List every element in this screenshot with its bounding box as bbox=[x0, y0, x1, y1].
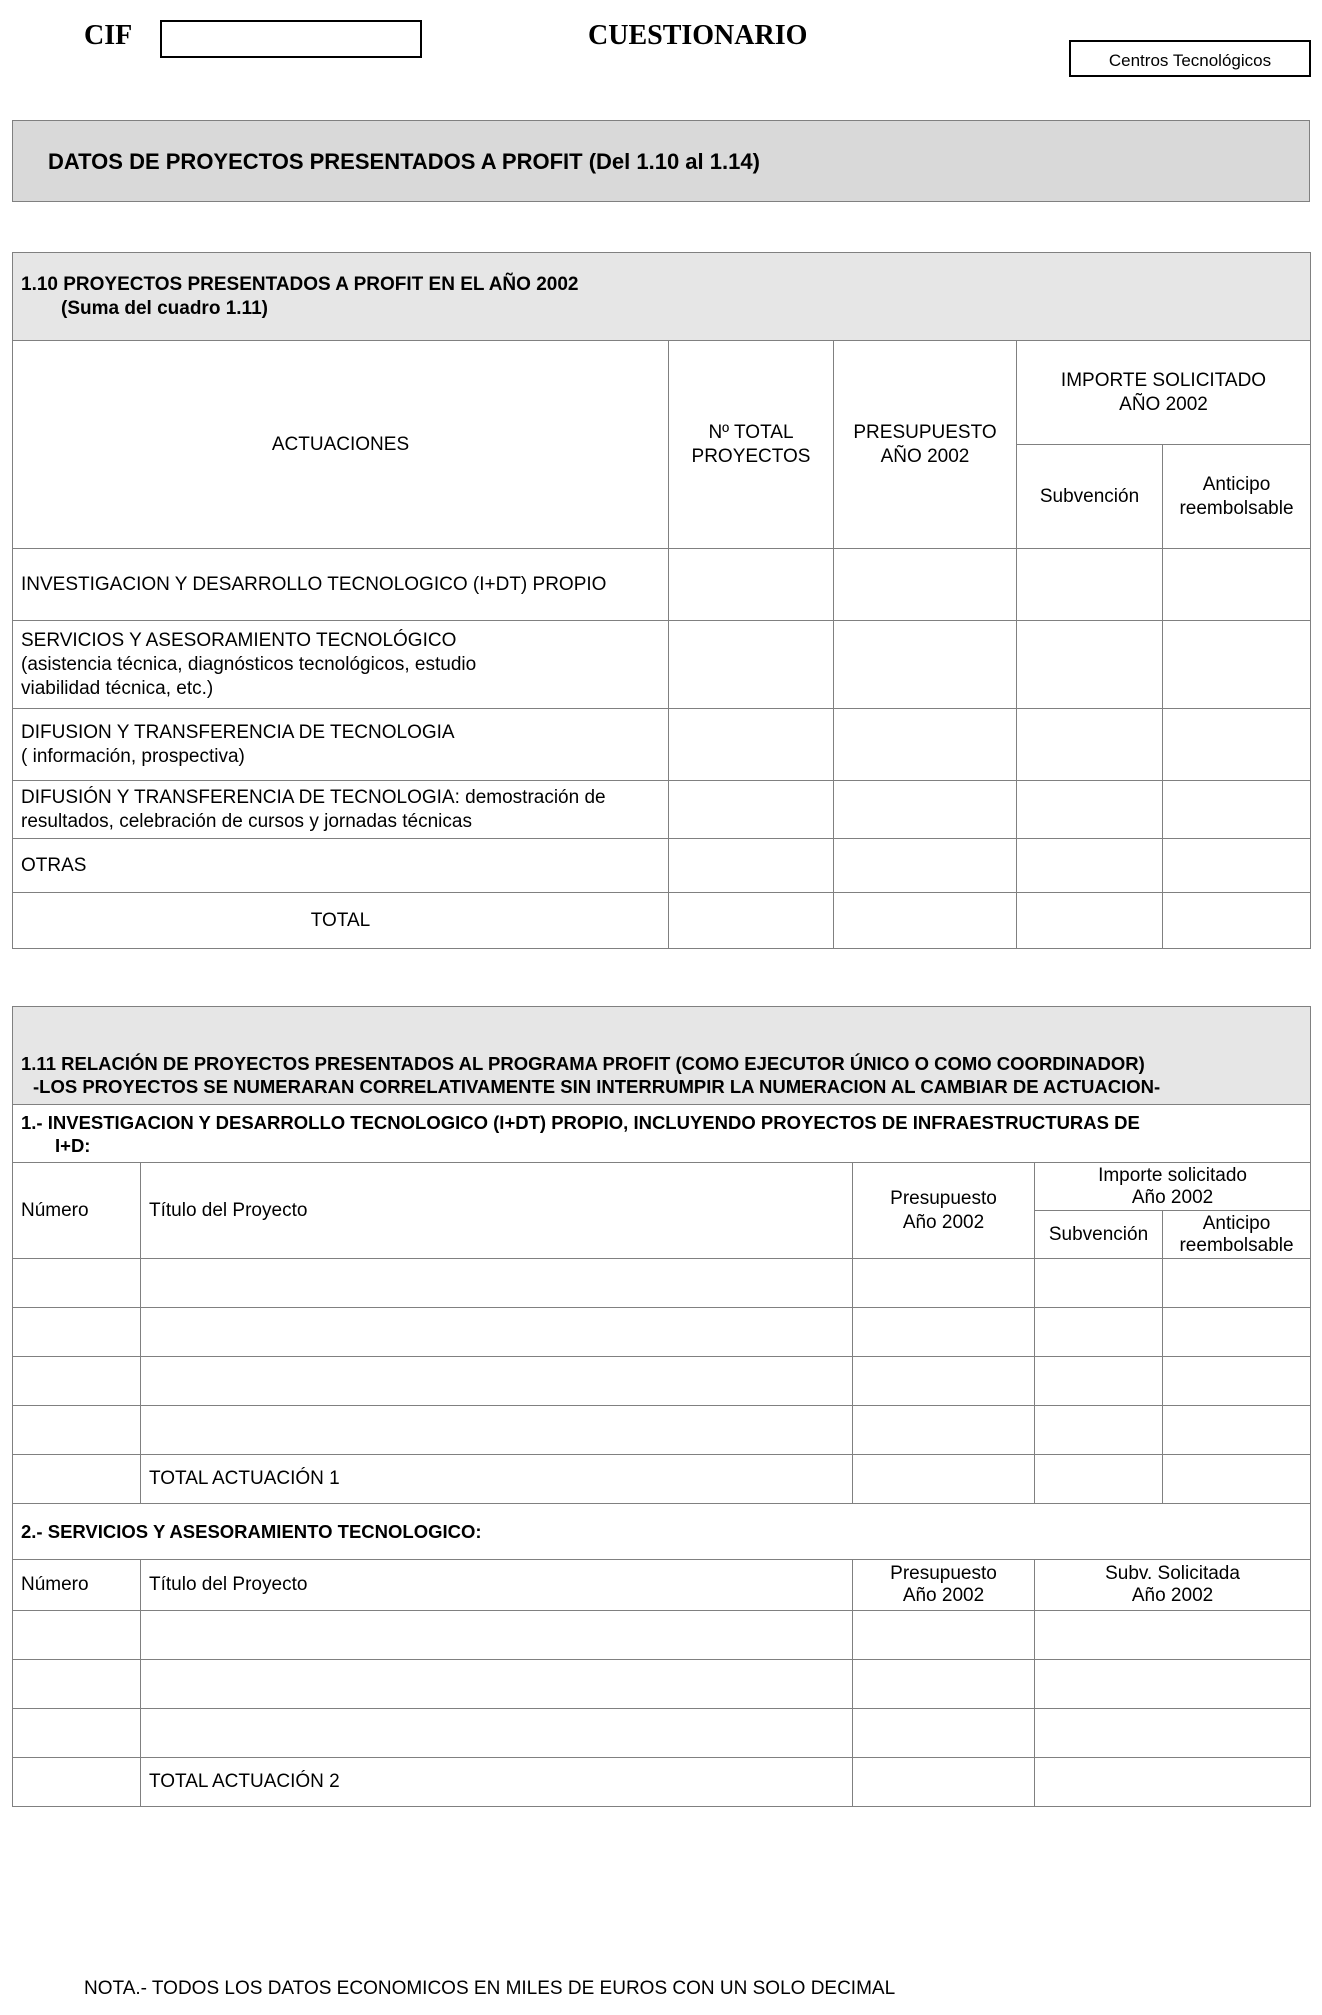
presupuesto-cell[interactable] bbox=[834, 621, 1017, 709]
numero-cell[interactable] bbox=[13, 1357, 141, 1406]
anticipo-cell[interactable] bbox=[1163, 781, 1311, 839]
subvencion-cell[interactable] bbox=[1035, 1308, 1163, 1357]
presupuesto-cell[interactable] bbox=[834, 839, 1017, 893]
presupuesto-cell[interactable] bbox=[853, 1709, 1035, 1758]
subvencion-cell[interactable] bbox=[1017, 839, 1163, 893]
col-numero-header: Número bbox=[13, 1560, 141, 1611]
col-importe-header: Importe solicitado Año 2002 bbox=[1035, 1163, 1311, 1211]
col-total-proyectos-header: Nº TOTAL PROYECTOS bbox=[669, 341, 834, 549]
anticipo-cell[interactable] bbox=[1163, 549, 1311, 621]
titulo-cell[interactable] bbox=[141, 1611, 853, 1660]
actuacion-row-label: SERVICIOS Y ASESORAMIENTO TECNOLÓGICO (asistencia técnica, diagnósticos tecnológicos, estudio viabilidad técnica, etc.) bbox=[13, 621, 669, 709]
section-1-11-title-line1: 1.11 RELACIÓN DE PROYECTOS PRESENTADOS AL PROGRAMA PROFIT (COMO EJECUTOR ÚNICO O COMO COORDINADOR) bbox=[21, 1053, 1145, 1074]
subvencion-cell[interactable] bbox=[1017, 621, 1163, 709]
anticipo-cell[interactable] bbox=[1163, 1259, 1311, 1308]
titulo-cell[interactable] bbox=[141, 1259, 853, 1308]
numero-cell[interactable] bbox=[13, 1611, 141, 1660]
total-row-label: TOTAL bbox=[13, 893, 669, 949]
table-row bbox=[13, 1611, 1311, 1660]
col-presupuesto-header: PRESUPUESTO AÑO 2002 bbox=[834, 341, 1017, 549]
section-1-11-title-line2: -LOS PROYECTOS SE NUMERARAN CORRELATIVAMENTE SIN INTERRUMPIR LA NUMERACION AL CAMBIAR DE ACTUACION- bbox=[33, 1076, 1161, 1097]
numero-cell[interactable] bbox=[13, 1455, 141, 1504]
section-1-11-title bbox=[13, 1007, 1311, 1105]
total-proyectos-cell[interactable] bbox=[669, 839, 834, 893]
table-row bbox=[13, 1259, 1311, 1308]
actuacion-row-label: INVESTIGACION Y DESARROLLO TECNOLOGICO (I+DT) PROPIO bbox=[13, 549, 669, 621]
total-proyectos-cell[interactable] bbox=[669, 549, 834, 621]
col-presupuesto-header: Presupuesto Año 2002 bbox=[853, 1560, 1035, 1611]
subv-solicitada-cell[interactable] bbox=[1035, 1611, 1311, 1660]
table-row bbox=[13, 1660, 1311, 1709]
numero-cell[interactable] bbox=[13, 1308, 141, 1357]
section-1-10-title bbox=[13, 253, 1311, 341]
anticipo-cell[interactable] bbox=[1163, 893, 1311, 949]
page-title: CUESTIONARIO bbox=[588, 20, 808, 51]
subvencion-cell[interactable] bbox=[1035, 1455, 1163, 1504]
anticipo-cell[interactable] bbox=[1163, 839, 1311, 893]
presupuesto-cell[interactable] bbox=[853, 1406, 1035, 1455]
anticipo-cell[interactable] bbox=[1163, 621, 1311, 709]
presupuesto-cell[interactable] bbox=[834, 549, 1017, 621]
col-subv-solicitada-header: Subv. Solicitada Año 2002 bbox=[1035, 1560, 1311, 1611]
presupuesto-cell[interactable] bbox=[853, 1660, 1035, 1709]
col-titulo-header: Título del Proyecto bbox=[141, 1163, 853, 1259]
banner-title: DATOS DE PROYECTOS PRESENTADOS A PROFIT (Del 1.10 al 1.14) bbox=[48, 149, 760, 174]
total-actuacion-1-label: TOTAL ACTUACIÓN 1 bbox=[141, 1455, 853, 1504]
presupuesto-cell[interactable] bbox=[853, 1357, 1035, 1406]
actuacion-1-heading-line1: 1.- INVESTIGACION Y DESARROLLO TECNOLOGICO (I+DT) PROPIO, INCLUYENDO PROYECTOS DE INFRAESTRUCTURAS DE bbox=[21, 1111, 1140, 1133]
subvencion-cell[interactable] bbox=[1035, 1259, 1163, 1308]
actuacion-row-label: DIFUSION Y TRANSFERENCIA DE TECNOLOGIA ( información, prospectiva) bbox=[13, 709, 669, 781]
titulo-cell[interactable] bbox=[141, 1357, 853, 1406]
presupuesto-cell[interactable] bbox=[853, 1455, 1035, 1504]
total-proyectos-cell[interactable] bbox=[669, 709, 834, 781]
subv-solicitada-cell[interactable] bbox=[1035, 1709, 1311, 1758]
total-actuacion-2-label: TOTAL ACTUACIÓN 2 bbox=[141, 1758, 853, 1807]
actuacion-row-label: DIFUSIÓN Y TRANSFERENCIA DE TECNOLOGIA: demostración de resultados, celebración de cursos y jornadas técnicas bbox=[13, 781, 669, 839]
col-importe-header: IMPORTE SOLICITADO AÑO 2002 bbox=[1017, 341, 1311, 445]
anticipo-cell[interactable] bbox=[1163, 1308, 1311, 1357]
section-1-10-title-line1: 1.10 PROYECTOS PRESENTADOS A PROFIT EN EL AÑO 2002 bbox=[21, 273, 579, 295]
category-box: Centros Tecnológicos bbox=[1069, 40, 1311, 77]
table-row bbox=[13, 1406, 1311, 1455]
table-1-10 bbox=[12, 252, 1311, 949]
subvencion-cell[interactable] bbox=[1017, 893, 1163, 949]
col-numero-header: Número bbox=[13, 1163, 141, 1259]
subvencion-cell[interactable] bbox=[1035, 1357, 1163, 1406]
titulo-cell[interactable] bbox=[141, 1406, 853, 1455]
numero-cell[interactable] bbox=[13, 1259, 141, 1308]
anticipo-cell[interactable] bbox=[1163, 1406, 1311, 1455]
numero-cell[interactable] bbox=[13, 1406, 141, 1455]
cif-input[interactable] bbox=[160, 20, 422, 58]
numero-cell[interactable] bbox=[13, 1709, 141, 1758]
presupuesto-cell[interactable] bbox=[853, 1758, 1035, 1807]
subv-solicitada-cell[interactable] bbox=[1035, 1660, 1311, 1709]
col-subvencion-header: Subvención bbox=[1035, 1211, 1163, 1259]
col-anticipo-header: Anticipo reembolsable bbox=[1163, 445, 1311, 549]
subvencion-cell[interactable] bbox=[1035, 1406, 1163, 1455]
presupuesto-cell[interactable] bbox=[853, 1611, 1035, 1660]
subv-solicitada-cell[interactable] bbox=[1035, 1758, 1311, 1807]
col-subvencion-header: Subvención bbox=[1017, 445, 1163, 549]
numero-cell[interactable] bbox=[13, 1660, 141, 1709]
col-presupuesto-header: Presupuesto Año 2002 bbox=[853, 1163, 1035, 1259]
total-proyectos-cell[interactable] bbox=[669, 781, 834, 839]
titulo-cell[interactable] bbox=[141, 1660, 853, 1709]
col-actuaciones-header: ACTUACIONES bbox=[13, 341, 669, 549]
cif-label: CIF bbox=[84, 20, 133, 51]
total-proyectos-cell[interactable] bbox=[669, 621, 834, 709]
total-proyectos-cell[interactable] bbox=[669, 893, 834, 949]
actuacion-1-heading-line2: I+D: bbox=[55, 1134, 91, 1156]
table-row bbox=[13, 1308, 1311, 1357]
numero-cell[interactable] bbox=[13, 1758, 141, 1807]
subvencion-cell[interactable] bbox=[1017, 709, 1163, 781]
subvencion-cell[interactable] bbox=[1017, 781, 1163, 839]
presupuesto-cell[interactable] bbox=[853, 1308, 1035, 1357]
section-1-10-title-line2: (Suma del cuadro 1.11) bbox=[61, 297, 268, 319]
presupuesto-cell[interactable] bbox=[834, 893, 1017, 949]
actuacion-row-label: OTRAS bbox=[13, 839, 669, 893]
anticipo-cell[interactable] bbox=[1163, 709, 1311, 781]
table-row bbox=[13, 1709, 1311, 1758]
presupuesto-cell[interactable] bbox=[834, 709, 1017, 781]
anticipo-cell[interactable] bbox=[1163, 1455, 1311, 1504]
col-anticipo-header: Anticipo reembolsable bbox=[1163, 1211, 1311, 1259]
titulo-cell[interactable] bbox=[141, 1709, 853, 1758]
table-row bbox=[13, 1357, 1311, 1406]
table-1-11 bbox=[12, 1006, 1311, 1807]
col-titulo-header: Título del Proyecto bbox=[141, 1560, 853, 1611]
anticipo-cell[interactable] bbox=[1163, 1357, 1311, 1406]
presupuesto-cell[interactable] bbox=[834, 781, 1017, 839]
presupuesto-cell[interactable] bbox=[853, 1259, 1035, 1308]
actuacion-2-heading: 2.- SERVICIOS Y ASESORAMIENTO TECNOLOGICO: bbox=[13, 1504, 1311, 1560]
footnote: NOTA.- TODOS LOS DATOS ECONOMICOS EN MILES DE EUROS CON UN SOLO DECIMAL bbox=[84, 1978, 896, 1999]
section-banner bbox=[12, 120, 1310, 202]
subvencion-cell[interactable] bbox=[1017, 549, 1163, 621]
actuacion-1-heading bbox=[13, 1105, 1311, 1163]
titulo-cell[interactable] bbox=[141, 1308, 853, 1357]
